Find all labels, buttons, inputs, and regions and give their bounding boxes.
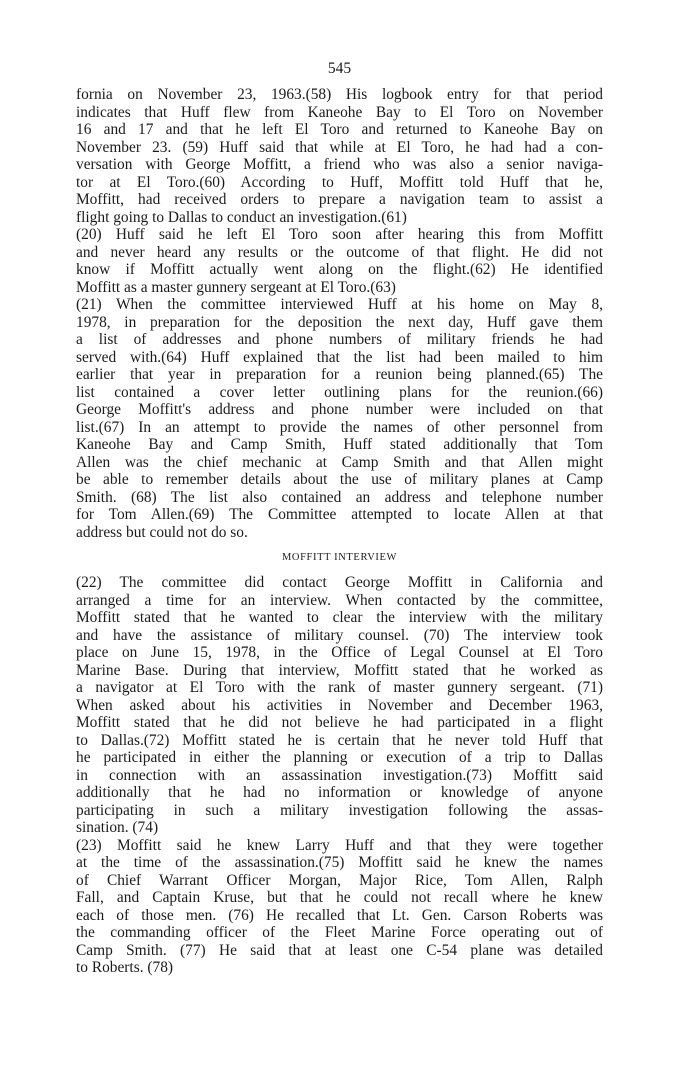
text-line: served with.(64) Huff explained that the list had been mailed to him xyxy=(76,348,603,366)
paragraph xyxy=(76,86,603,226)
text-line: be able to remember details about the use of military planes at Camp xyxy=(76,471,603,488)
text-line: 16 and 17 and that he left El Toro and returned to Kaneohe Bay on xyxy=(76,121,603,138)
text-line: address but could not do so. xyxy=(76,523,248,541)
body-text-before-heading xyxy=(76,86,603,541)
text-line: know if Moffitt actually went along on the flight.(62) He identified xyxy=(76,261,603,278)
paragraph xyxy=(76,837,603,977)
paragraph xyxy=(76,226,603,296)
text-line: Marine Base. During that interview, Moffitt stated that he worked as xyxy=(76,661,603,679)
text-line: arranged a time for an interview. When contacted by the committee, xyxy=(76,591,603,609)
text-line: a navigator at El Toro with the rank of master gunnery sergeant. (71) xyxy=(76,679,603,696)
text-line: to Roberts. (78) xyxy=(76,959,174,976)
text-line: additionally that he had no information or knowledge of anyone xyxy=(76,784,603,801)
text-line: and never heard any results or the outcome of that flight. He did not xyxy=(76,243,603,261)
text-line: Smith. (68) The list also contained an address and telephone number xyxy=(76,488,603,506)
text-line: Moffitt stated that he wanted to clear the interview with the military xyxy=(76,609,603,626)
text-line: of Chief Warrant Officer Morgan, Major Rice, Tom Allen, Ralph xyxy=(76,871,603,889)
text-line: for Tom Allen.(69) The Committee attempted to locate Allen at that xyxy=(76,506,603,523)
text-line: at the time of the assassination.(75) Moffitt said he knew the names xyxy=(76,854,603,871)
text-line: sination. (74) xyxy=(76,819,159,836)
text-line: When asked about his activities in November and December 1963, xyxy=(76,696,603,714)
text-line: indicates that Huff flew from Kaneohe Bay to El Toro on November xyxy=(76,103,603,121)
text-line: Moffitt as a master gunnery sergeant at El Toro.(63) xyxy=(76,278,396,296)
text-line: (23) Moffitt said he knew Larry Huff and that they were together xyxy=(76,836,603,854)
text-line: fornia on November 23, 1963.(58) His logbook entry for that period xyxy=(76,86,603,103)
text-line: versation with George Moffitt, a friend who was also a senior naviga- xyxy=(76,156,603,173)
text-line: Moffitt stated that he did not believe he had participated in a flight xyxy=(76,714,603,731)
text-line: 1978, in preparation for the deposition the next day, Huff gave them xyxy=(76,313,603,331)
text-line: he participated in either the planning or execution of a trip to Dallas xyxy=(76,749,603,766)
text-line: a list of addresses and phone numbers of military friends he had xyxy=(76,331,603,348)
text-line: Fall, and Captain Kruse, but that he could not recall where he knew xyxy=(76,889,603,906)
text-line: and have the assistance of military counsel. (70) The interview took xyxy=(76,626,603,644)
text-line: participating in such a military investigation following the assas- xyxy=(76,801,603,819)
page-number: 545 xyxy=(327,60,352,77)
text-line: in connection with an assassination investigation.(73) Moffitt said xyxy=(76,766,603,784)
text-line: (22) The committee did contact George Moffitt in California and xyxy=(76,574,603,591)
text-line: (20) Huff said he left El Toro soon after hearing this from Moffitt xyxy=(76,226,603,243)
text-line: tor at El Toro.(60) According to Huff, Moffitt told Huff that he, xyxy=(76,173,603,191)
body-text-after-heading xyxy=(76,574,603,977)
text-line: the commanding officer of the Fleet Marine Force operating out of xyxy=(76,924,603,941)
paragraph xyxy=(76,296,603,541)
text-line: place on June 15, 1978, in the Office of Legal Counsel at El Toro xyxy=(76,644,603,661)
text-line: November 23. (59) Huff said that while at El Toro, he had had a con- xyxy=(76,138,603,156)
paragraph xyxy=(76,574,603,837)
text-line: earlier that year in preparation for a reunion being planned.(65) The xyxy=(76,366,603,383)
text-line: flight going to Dallas to conduct an investigation.(61) xyxy=(76,208,407,226)
text-line: list contained a cover letter outlining plans for the reunion.(66) xyxy=(76,383,603,401)
text-line: each of those men. (76) He recalled that Lt. Gen. Carson Roberts was xyxy=(76,906,603,924)
text-line: Kaneohe Bay and Camp Smith, Huff stated additionally that Tom xyxy=(76,436,603,453)
text-line: list.(67) In an attempt to provide the names of other personnel from xyxy=(76,418,603,436)
text-line: Camp Smith. (77) He said that at least one C-54 plane was detailed xyxy=(76,941,603,959)
text-line: George Moffitt's address and phone number were included on that xyxy=(76,401,603,418)
document-page xyxy=(76,60,603,977)
text-line: Moffitt, had received orders to prepare a navigation team to assist a xyxy=(76,191,603,208)
text-line: (21) When the committee interviewed Huff at his home on May 8, xyxy=(76,296,603,313)
text-line: Allen was the chief mechanic at Camp Smith and that Allen might xyxy=(76,453,603,471)
text-line: to Dallas.(72) Moffitt stated he is certain that he never told Huff that xyxy=(76,731,603,749)
section-heading: MOFFITT INTERVIEW xyxy=(281,552,398,563)
